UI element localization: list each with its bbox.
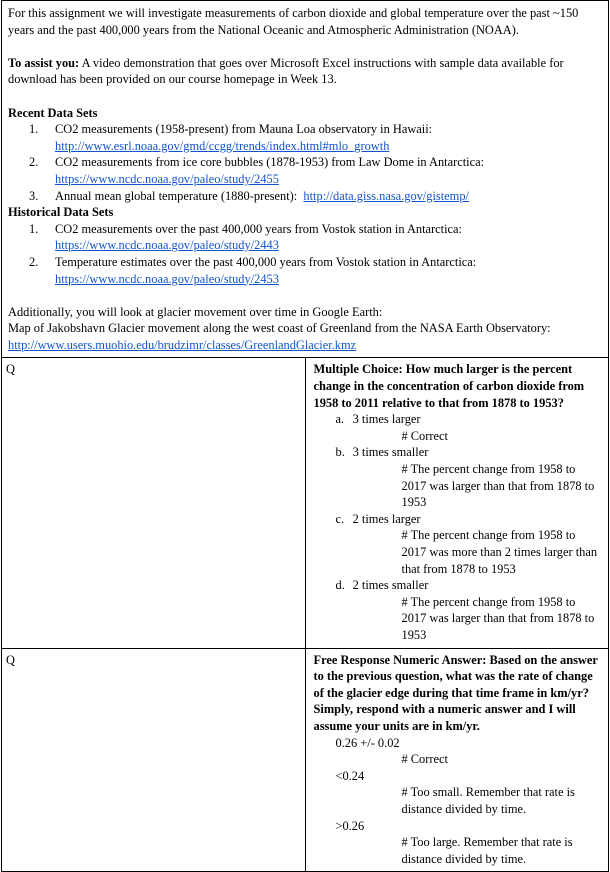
answer-value: >0.26 — [335, 818, 365, 833]
recent-item — [8, 154, 602, 187]
option-feedback: # Correct — [401, 428, 448, 443]
option-letter: d. — [335, 578, 345, 593]
recent-heading: Recent Data Sets — [8, 105, 98, 120]
question-label-cell — [2, 648, 306, 872]
question-2-cell — [305, 648, 609, 872]
answer-feedback: # Correct — [401, 752, 448, 767]
recent-item — [8, 121, 602, 154]
option-feedback: # The percent change from 1958 to 2017 was larger than that from 1878 to 1953 — [401, 594, 595, 642]
option-text: 3 times smaller — [352, 445, 429, 460]
assist-paragraph — [8, 55, 602, 88]
data-link[interactable]: https://www.ncdc.noaa.gov/paleo/study/2455 — [55, 171, 279, 186]
option-feedback: # The percent change from 1958 to 2017 was larger than that from 1878 to 1953 — [401, 462, 595, 510]
assist-text: A video demonstration that goes over Microsoft Excel instructions with sample data available for download has been provided on our course homepage in Week 13. — [8, 55, 564, 87]
option-letter: c. — [335, 511, 345, 526]
option-text: 2 times larger — [352, 511, 421, 526]
option-text: 2 times smaller — [352, 578, 429, 593]
option-d — [314, 577, 603, 594]
assignment-table — [1, 0, 609, 872]
answer-feedback: # Too large. Remember that rate is distance divided by time. — [401, 835, 573, 866]
option-feedback: # The percent change from 1958 to 2017 was more than 2 times larger than that from 1878 to 1953 — [401, 528, 598, 576]
item-number: 3. — [29, 188, 39, 203]
item-number: 1. — [29, 122, 39, 137]
item-text: CO2 measurements (1958-present) from Mauna Loa observatory in Hawaii: — [55, 122, 433, 137]
data-link[interactable]: https://www.ncdc.noaa.gov/paleo/study/2453 — [55, 271, 279, 286]
data-link[interactable]: http://www.esrl.noaa.gov/gmd/ccgg/trends/index.html#mlo_growth — [55, 138, 390, 153]
item-number: 2. — [29, 254, 39, 269]
item-number: 2. — [29, 155, 39, 170]
data-link[interactable]: https://www.ncdc.noaa.gov/paleo/study/2443 — [55, 238, 279, 253]
glacier-line-2: Map of Jakobshavn Glacier movement along the west coast of Greenland from the NASA Earth Observatory: — [8, 321, 551, 336]
option-letter: a. — [335, 412, 345, 427]
historical-list — [8, 221, 602, 287]
item-text: CO2 measurements from ice core bubbles (1878-1953) from Law Dome in Antarctica: — [55, 155, 485, 170]
question-label: Q — [6, 362, 15, 377]
question-1-cell — [305, 358, 609, 648]
recent-list — [8, 121, 602, 204]
glacier-link[interactable]: http://www.users.muohio.edu/brudzimr/classes/GreenlandGlacier.kmz — [8, 337, 357, 352]
item-text: CO2 measurements over the past 400,000 years from Vostok station in Antarctica: — [55, 221, 462, 236]
option-c — [314, 511, 603, 528]
question-1-prompt: Multiple Choice: How much larger is the percent change in the concentration of carbon dioxide from 1958 to 2011 relative to that from 1878 to 1953? — [313, 362, 585, 410]
answer-value: 0.26 +/- 0.02 — [335, 735, 400, 750]
historical-item — [8, 254, 602, 287]
glacier-line-1: Additionally, you will look at glacier movement over time in Google Earth: — [8, 304, 383, 319]
answer-value: <0.24 — [335, 768, 365, 783]
historical-item — [8, 221, 602, 254]
historical-heading: Historical Data Sets — [8, 205, 114, 220]
answer-feedback: # Too small. Remember that rate is distance divided by time. — [401, 785, 575, 816]
data-link[interactable]: http://data.giss.nasa.gov/gistemp/ — [303, 188, 469, 203]
item-number: 1. — [29, 221, 39, 236]
intro-paragraph: For this assignment we will investigate measurements of carbon dioxide and global temperature over the past ~150 years and the past 400,000 years from the National Oceanic and Atmospheric Administration (NOAA). — [8, 6, 579, 37]
option-text: 3 times larger — [352, 412, 421, 427]
item-text: Temperature estimates over the past 400,000 years from Vostok station in Antarctica: — [55, 254, 477, 269]
option-letter: b. — [335, 445, 345, 460]
question-label: Q — [6, 652, 15, 667]
item-text: Annual mean global temperature (1880-present): — [55, 188, 298, 203]
intro-cell — [2, 1, 609, 358]
option-a — [314, 411, 603, 428]
question-2-prompt: Free Response Numeric Answer: Based on the answer to the previous question, what was the rate of change of the glacier edge during that time frame in km/yr? Simply, respond with a numeric answer and I will assume your units are in km/yr. — [313, 652, 598, 733]
option-b — [314, 444, 603, 461]
assist-label: To assist you: — [8, 55, 80, 70]
recent-item — [8, 188, 602, 205]
question-label-cell — [2, 358, 306, 648]
